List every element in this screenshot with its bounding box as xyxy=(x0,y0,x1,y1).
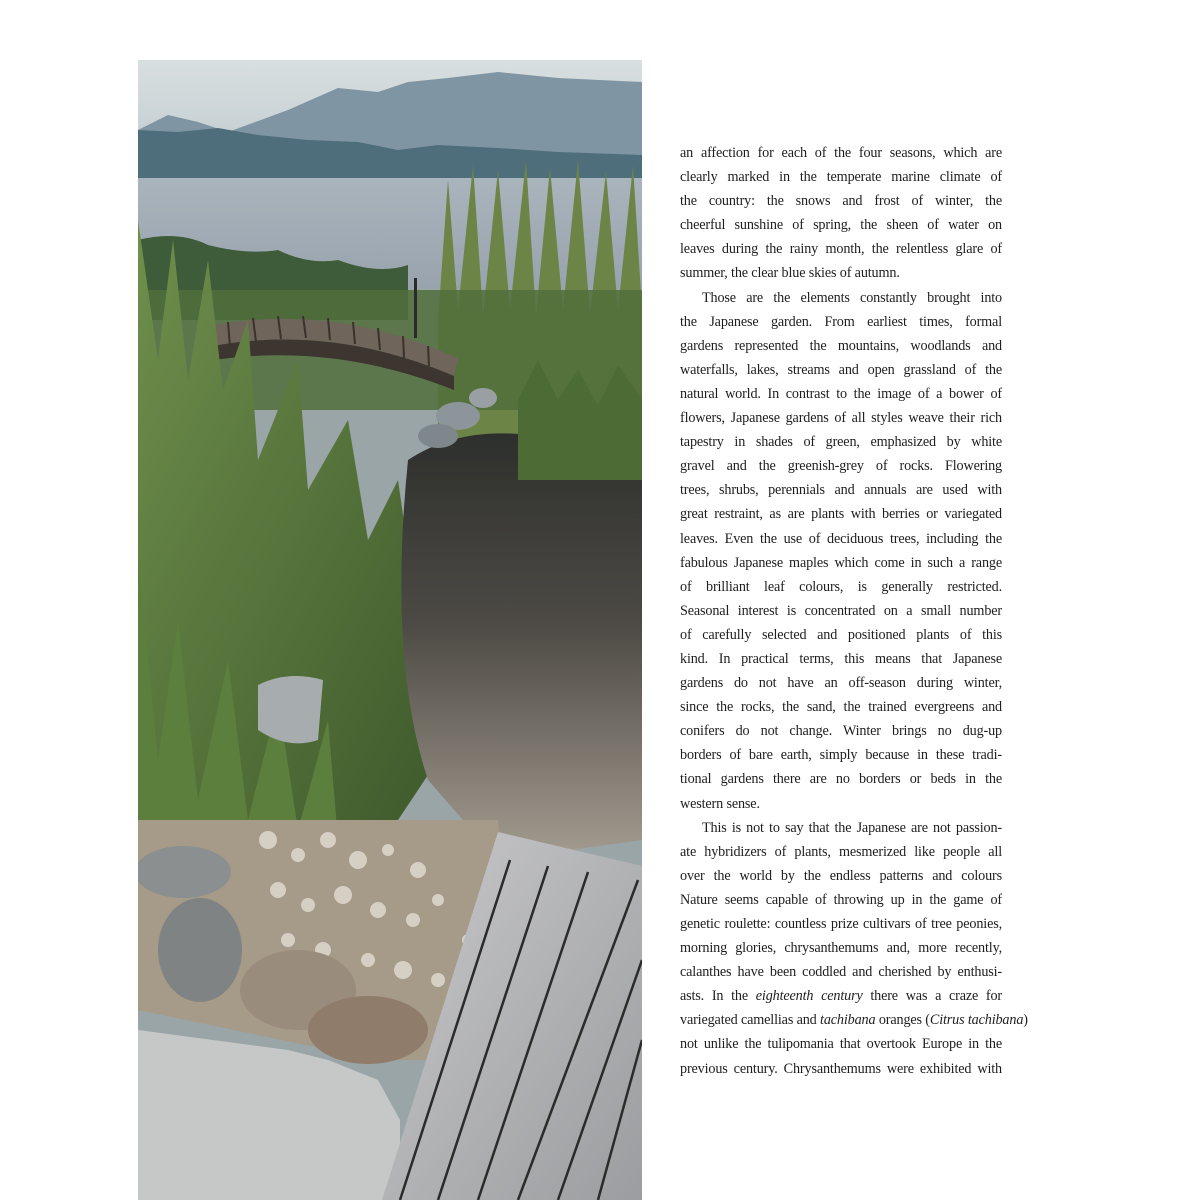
text-line: gardens do not have an off-season during winter, xyxy=(680,675,1002,692)
text-line: over the world by the endless patterns and colours xyxy=(680,867,1002,884)
garden-photo xyxy=(138,60,642,1200)
text-line: clearly marked in the temperate marine climate of xyxy=(680,169,1002,186)
text-line: since the rocks, the sand, the trained evergreens and xyxy=(680,699,1002,716)
garden-photo-illustration xyxy=(138,60,642,1200)
paragraph-2 xyxy=(680,286,1002,816)
text-line: of brilliant leaf colours, is generally restricted. xyxy=(680,578,1002,595)
text-line: tapestry in shades of green, emphasized by white xyxy=(680,434,1002,451)
text-line: the country: the snows and frost of winter, the xyxy=(680,193,1002,210)
text-line: calanthes have been coddled and cherished by enthusi- xyxy=(680,964,1002,981)
text-line: summer, the clear blue skies of autumn. xyxy=(680,265,900,282)
text-line: of carefully selected and positioned plants of this xyxy=(680,626,1002,643)
text-line: morning glories, chrysanthemums and, more recently, xyxy=(680,940,1002,957)
paragraph-3 xyxy=(680,816,1028,1081)
text-line: borders of bare earth, simply because in these tradi- xyxy=(680,747,1002,764)
text-line: tional gardens there are no borders or beds in the xyxy=(680,771,1002,788)
body-text-column xyxy=(680,141,1028,1081)
text-line: the Japanese garden. From earliest times, formal xyxy=(680,313,1002,330)
text-line: gardens represented the mountains, woodlands and xyxy=(680,337,1002,354)
text-line: cheerful sunshine of spring, the sheen of water on xyxy=(680,217,1002,234)
text-line: fabulous Japanese maples which come in such a range xyxy=(680,554,1002,571)
text-line: western sense. xyxy=(680,795,760,812)
text-line: asts. In the eighteenth century there was a craze for xyxy=(680,988,1002,1005)
text-line: genetic roulette: countless prize cultivars of tree peonies, xyxy=(680,916,1002,932)
text-line: conifers do not change. Winter brings no dug-up xyxy=(680,723,1002,740)
text-line: Seasonal interest is concentrated on a small number xyxy=(680,602,1002,619)
text-line: variegated camellias and tachibana oranges (Citrus tachibana) xyxy=(680,1012,1028,1029)
text-line: trees, shrubs, perennials and annuals are used with xyxy=(680,482,1002,499)
text-line: Those are the elements constantly brought into xyxy=(702,289,1002,306)
text-line: leaves during the rainy month, the relentless glare of xyxy=(680,241,1002,258)
text-line: ate hybridizers of plants, mesmerized like people all xyxy=(680,843,1002,860)
text-line: This is not to say that the Japanese are not passion- xyxy=(702,819,1002,836)
text-line: an affection for each of the four seasons, which are xyxy=(680,145,1002,161)
text-line: great restraint, as are plants with berries or variegated xyxy=(680,506,1002,523)
text-line: not unlike the tulipomania that overtook Europe in the xyxy=(680,1036,1002,1053)
text-line: gravel and the greenish-grey of rocks. Flowering xyxy=(680,458,1002,475)
paragraph-1 xyxy=(680,141,1002,286)
text-line: previous century. Chrysanthemums were exhibited with xyxy=(680,1060,1002,1077)
text-line: Nature seems capable of throwing up in the game of xyxy=(680,891,1002,908)
text-line: natural world. In contrast to the image of a bower of xyxy=(680,385,1002,402)
text-line: waterfalls, lakes, streams and open grassland of the xyxy=(680,361,1002,378)
text-line: kind. In practical terms, this means that Japanese xyxy=(680,650,1002,667)
text-line: leaves. Even the use of deciduous trees, including the xyxy=(680,530,1002,547)
text-line: flowers, Japanese gardens of all styles weave their rich xyxy=(680,410,1002,427)
